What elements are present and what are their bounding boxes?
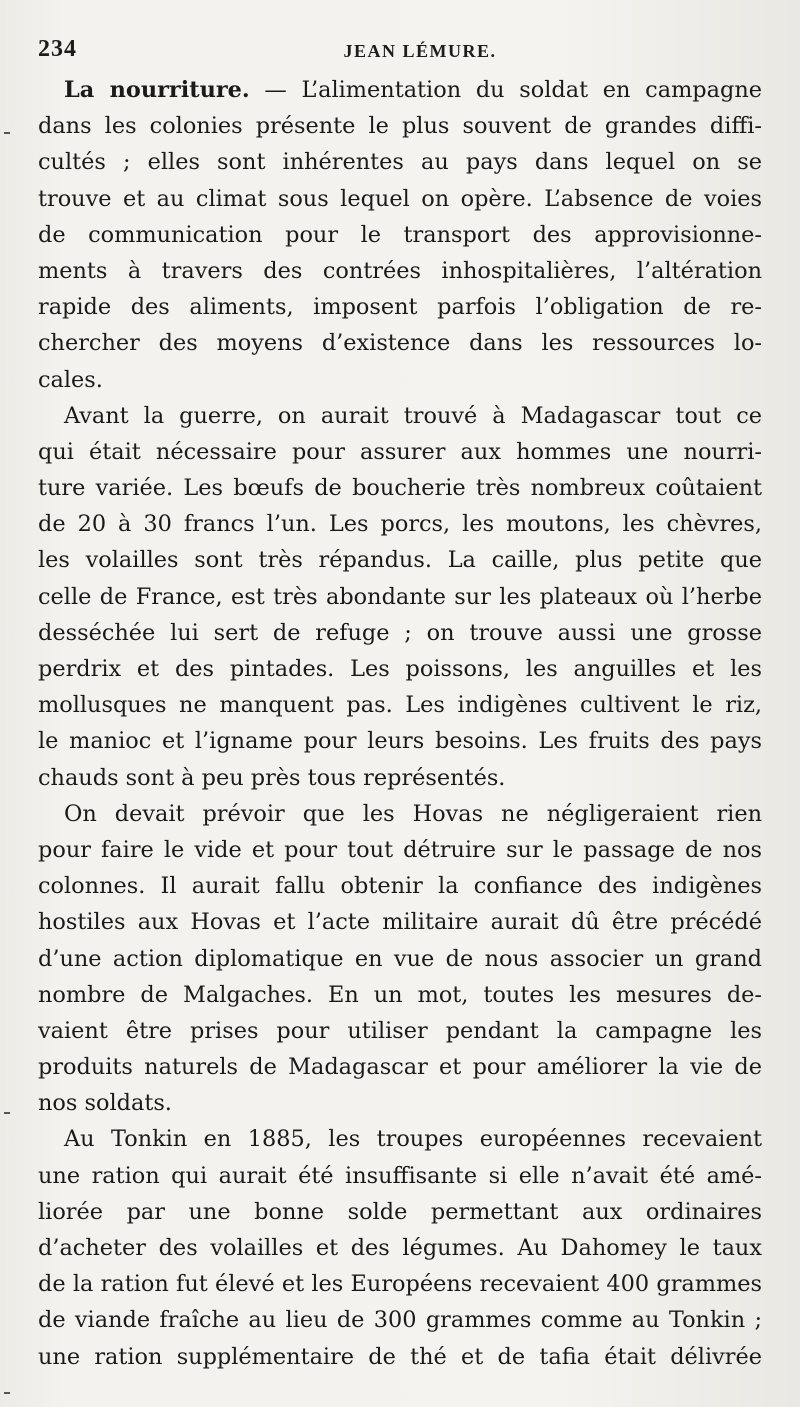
text-line: vaient être prises pour utiliser pendant la campagne les [38, 1017, 762, 1044]
text-line: On devait prévoir que les Hovas ne négligeraient rien [64, 800, 762, 827]
text-line: de la ration fut élevé et les Européens recevaient 400 grammes [38, 1271, 762, 1298]
text-line: chauds sont à peu près tous représentés. [38, 764, 506, 791]
text-line: trouve et au climat sous lequel on opère. L’absence de voies [38, 185, 762, 212]
text-line: cultés ; elles sont inhérentes au pays dans lequel on se [38, 149, 762, 176]
margin-mark [4, 1112, 10, 1114]
text-line: rapide des aliments, imposent parfois l’obligation de re- [38, 294, 762, 321]
text-line: de communication pour le transport des approvisionne- [38, 221, 762, 248]
text-line: Au Tonkin en 1885, les troupes européennes recevaient [64, 1126, 762, 1153]
text-line: les volailles sont très répandus. La caille, plus petite que [38, 547, 762, 574]
margin-mark [4, 1392, 10, 1394]
section-title-continuation: — L’alimentation du soldat en campagne [249, 77, 762, 103]
text-line: perdrix et des pintades. Les poissons, les anguilles et les [38, 656, 762, 682]
text-line: chercher des moyens d’existence dans les ressources lo- [38, 330, 762, 357]
text-line: dans les colonies présente le plus souvent de grandes diffi- [38, 113, 762, 140]
page-number: 234 [38, 36, 77, 62]
text-line: d’acheter des volailles et des légumes. Au Dahomey le taux [38, 1235, 762, 1261]
text-line: nombre de Malgaches. En un mot, toutes les mesures de- [38, 981, 762, 1008]
text-line [38, 72, 762, 108]
text-line: d’une action diplomatique en vue de nous associer un grand [38, 945, 762, 972]
text-line: le manioc et l’igname pour leurs besoins. Les fruits des pays [38, 728, 762, 755]
text-line: liorée par une bonne solde permettant aux ordinaires [38, 1198, 762, 1225]
text-line: nos soldats. [38, 1090, 172, 1117]
text-line: pour faire le vide et pour tout détruire sur le passage de nos [38, 836, 762, 863]
text-line: de 20 à 30 francs l’un. Les porcs, les moutons, les chèvres, [38, 511, 762, 538]
text-line: ture variée. Les bœufs de boucherie très nombreux coûtaient [38, 475, 762, 502]
text-line: colonnes. Il aurait fallu obtenir la confiance des indigènes [38, 873, 762, 900]
margin-mark [4, 132, 10, 134]
page-header [38, 36, 762, 66]
text-line: celle de France, est très abondante sur les plateaux où l’herbe [38, 583, 762, 610]
text-line: ments à travers des contrées inhospitalières, l’altération [38, 257, 762, 284]
running-head: JEAN LÉMURE. [343, 41, 497, 61]
text-line: cales. [38, 366, 103, 393]
text-line: de viande fraîche au lieu de 300 grammes comme au Tonkin ; [38, 1307, 762, 1334]
section-title: La nourriture. [64, 77, 250, 103]
text-line: Avant la guerre, on aurait trouvé à Madagascar tout ce [64, 402, 762, 429]
text-line: produits naturels de Madagascar et pour améliorer la vie de [38, 1054, 762, 1081]
text-line: desséchée lui sert de refuge ; on trouve aussi une grosse [38, 619, 762, 646]
text-line: mollusques ne manquent pas. Les indigènes cultivent le riz, [38, 692, 762, 719]
text-line: hostiles aux Hovas et l’acte militaire aurait dû être précédé [38, 909, 762, 936]
text-line: une ration supplémentaire de thé et de tafia était délivrée [38, 1343, 762, 1370]
text-line: une ration qui aurait été insuffisante si elle n’avait été amé- [38, 1162, 762, 1189]
body-text [38, 72, 762, 1375]
text-line: qui était nécessaire pour assurer aux hommes une nourri- [38, 438, 762, 465]
